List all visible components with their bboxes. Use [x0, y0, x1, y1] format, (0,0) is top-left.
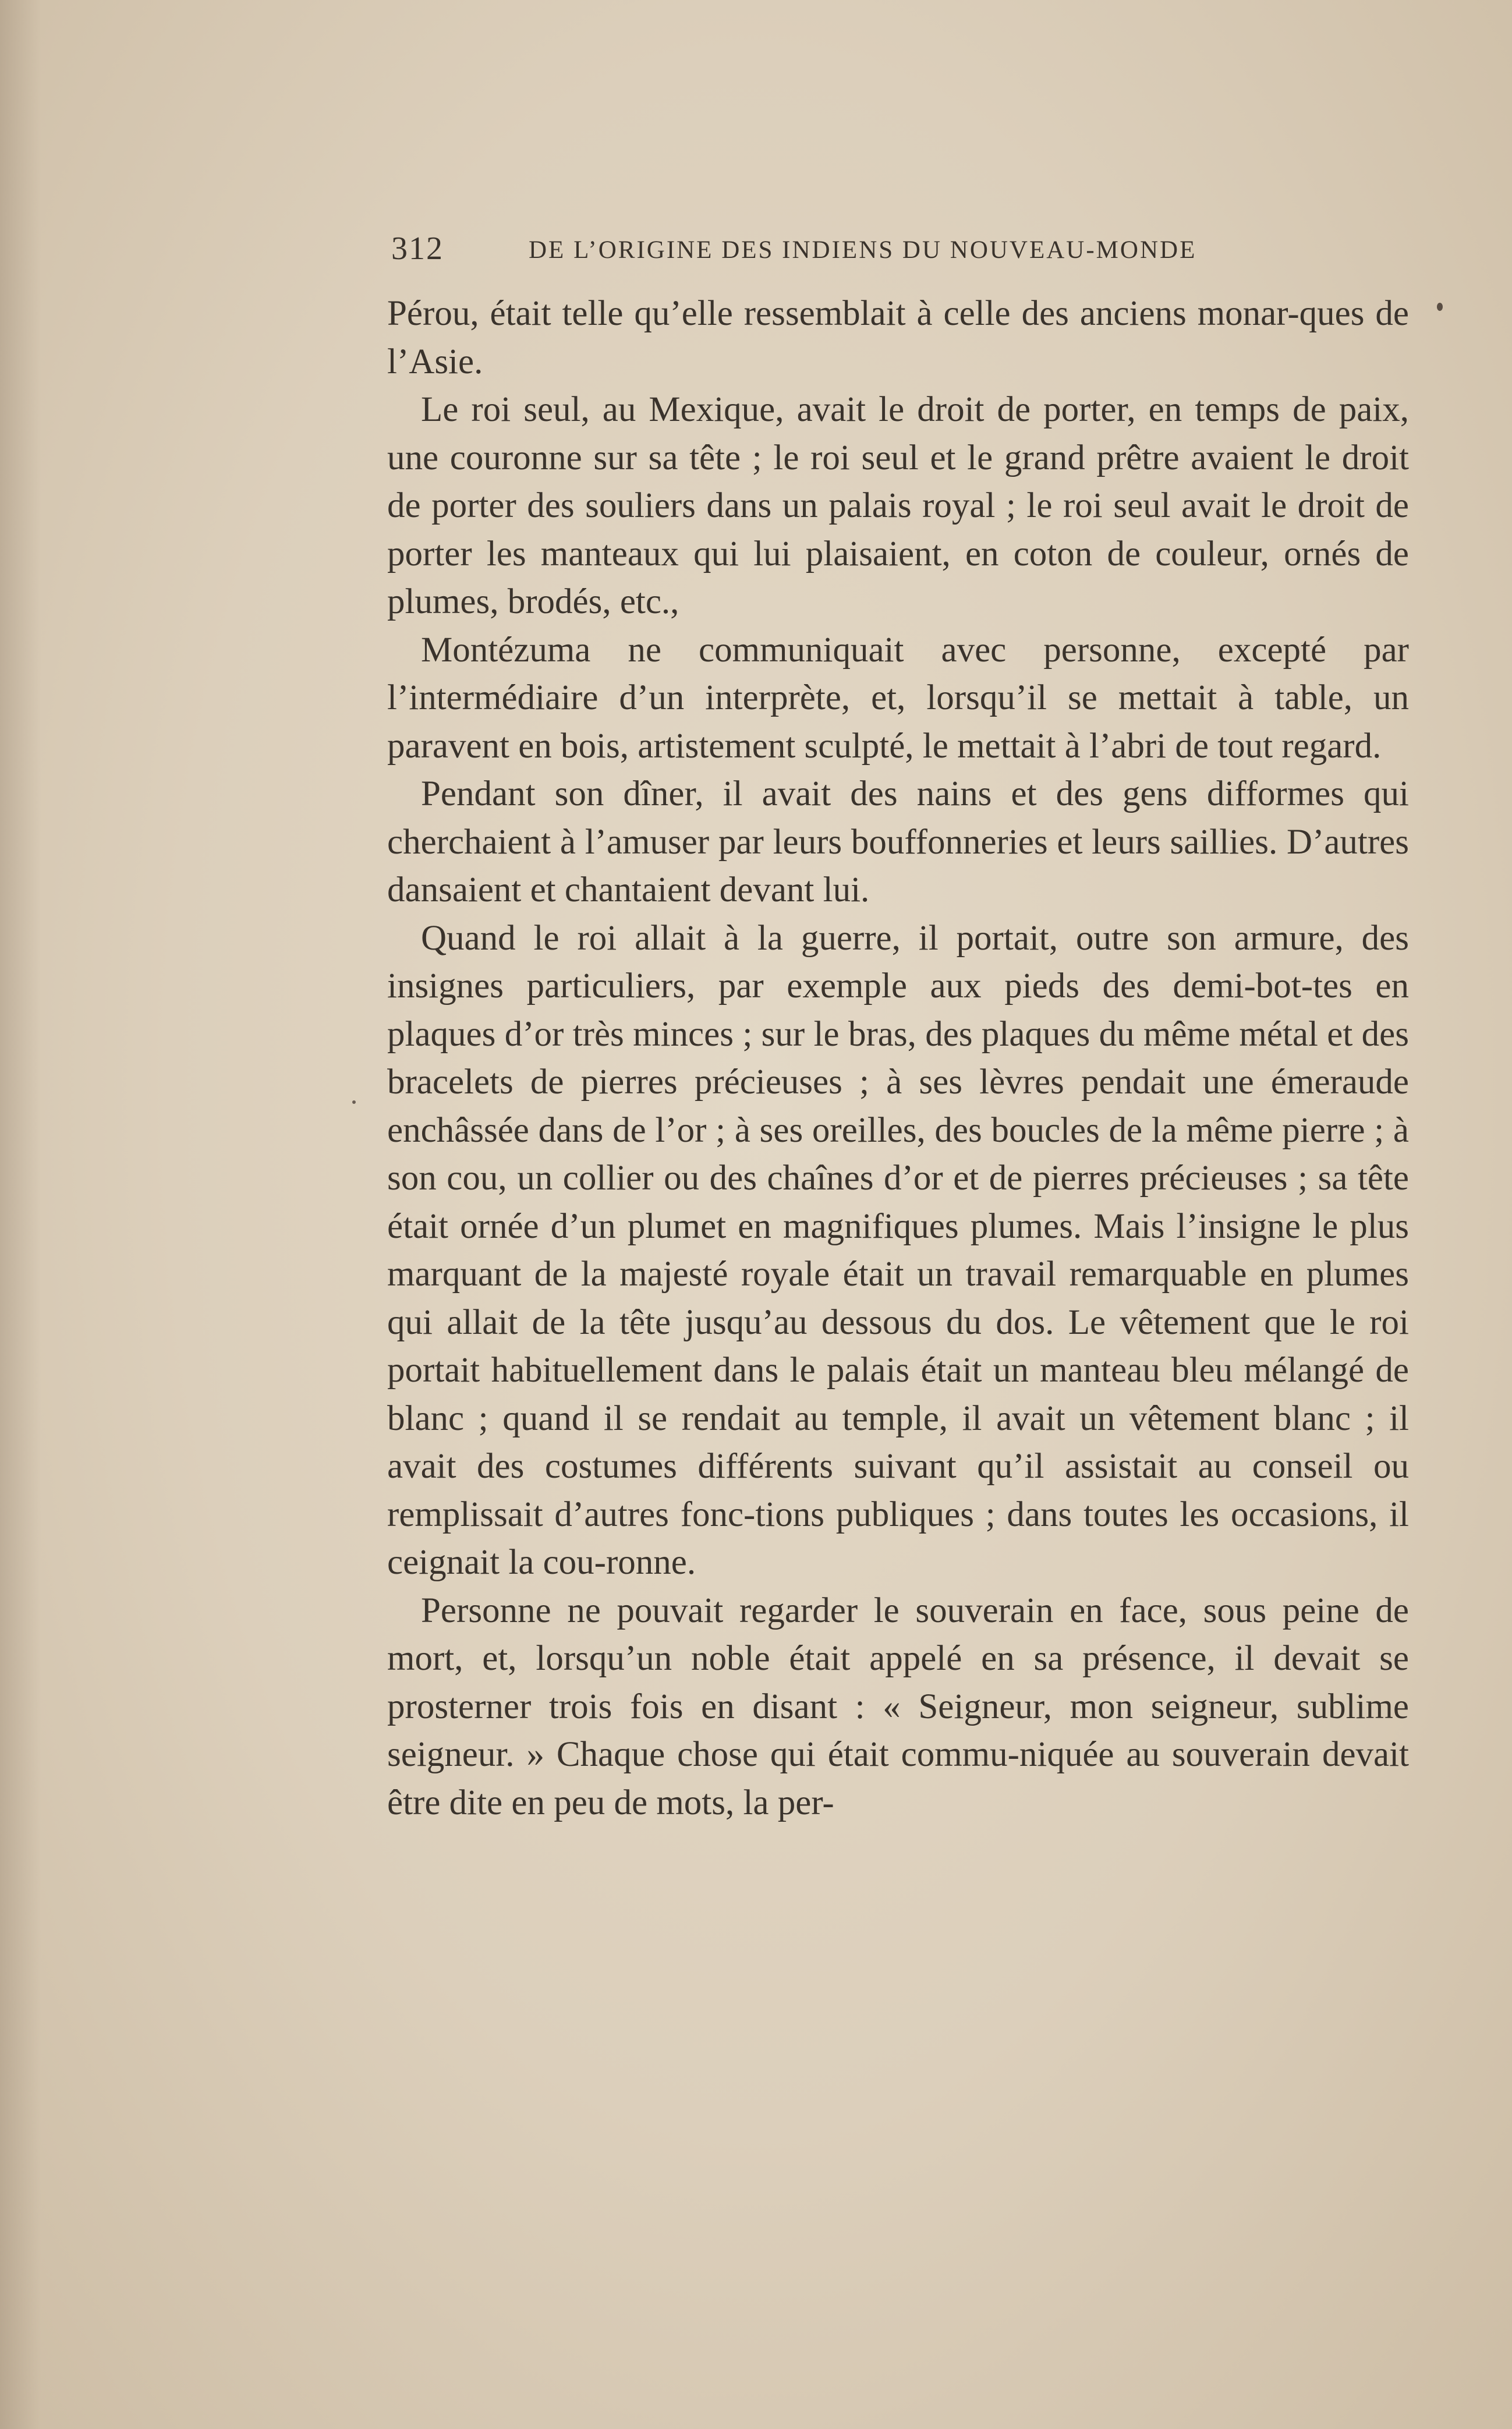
- page-header: [391, 230, 1265, 271]
- page-number: 312: [391, 231, 444, 267]
- body-text: [387, 290, 1409, 1827]
- paragraph-royal-privileges: Le roi seul, au Mexique, avait le droit de porter, en temps de paix, une couronne sur sa tête ; le roi seul et le grand prêtre avaient le droit de porter des souliers dans un palais royal ; le roi seul avait le droit de porter les manteaux qui lui plaisaient, en coton de couleur, ornés de plumes, brodés, etc.,: [387, 390, 1409, 621]
- paragraph-continuation: Pérou, était telle qu’elle ressemblait à celle des anciens monar-ques de l’Asie.: [387, 294, 1409, 381]
- paragraph-dinner: Pendant son dîner, il avait des nains et des gens difformes qui cherchaient à l’amuser par leurs bouffonneries et leurs saillies. D’autres dansaient et chantaient devant lui.: [387, 774, 1409, 909]
- paragraph-montezuma: Montézuma ne communiquait avec personne, excepté par l’intermédiaire d’un interprète, et, lorsqu’il se mettait à table, un paravent en bois, artistement sculpté, le mettait à l’abri de tout regard.: [387, 630, 1409, 766]
- paragraph-etiquette: Personne ne pouvait regarder le souverain en face, sous peine de mort, et, lorsqu’un noble était appelé en sa présence, il devait se prosterner trois fois en disant : « Seigneur, mon seigneur, sublime seigneur. » Chaque chose qui était commu-niquée au souverain devait être dite en peu de mots, la per-: [387, 1591, 1409, 1822]
- running-title: DE L’ORIGINE DES INDIENS DU NOUVEAU-MONDE: [529, 236, 1197, 264]
- paragraph-war-insignia: Quand le roi allait à la guerre, il portait, outre son armure, des insignes particuliers, par exemple aux pieds des demi-bot-tes en plaques d’or très minces ; sur le bras, des plaques du même métal et des bracelets de pierres précieuses ; à ses lèvres pendait une émeraude enchâssée dans de l’or ; à ses oreilles, des boucles de la même pierre ; à son cou, un collier ou des chaînes d’or et de pierres précieuses ; sa tête était ornée d’un plumet en magnifiques plumes. Mais l’insigne le plus marquant de la majesté royale était un travail remarquable en plumes qui allait de la tête jusqu’au dessous du dos. Le vêtement que le roi portait habituellement dans le palais était un manteau bleu mélangé de blanc ; quand il se rendait au temple, il avait un vêtement blanc ; il avait des costumes différents suivant qu’il assistait au conseil ou remplissait d’autres fonc-tions publiques ; dans toutes les occasions, il ceignait la cou-ronne.: [387, 918, 1409, 1582]
- page-edge-shadow: [0, 0, 41, 2429]
- margin-ink-dot: [352, 1100, 356, 1104]
- margin-ink-mark: [1437, 303, 1443, 311]
